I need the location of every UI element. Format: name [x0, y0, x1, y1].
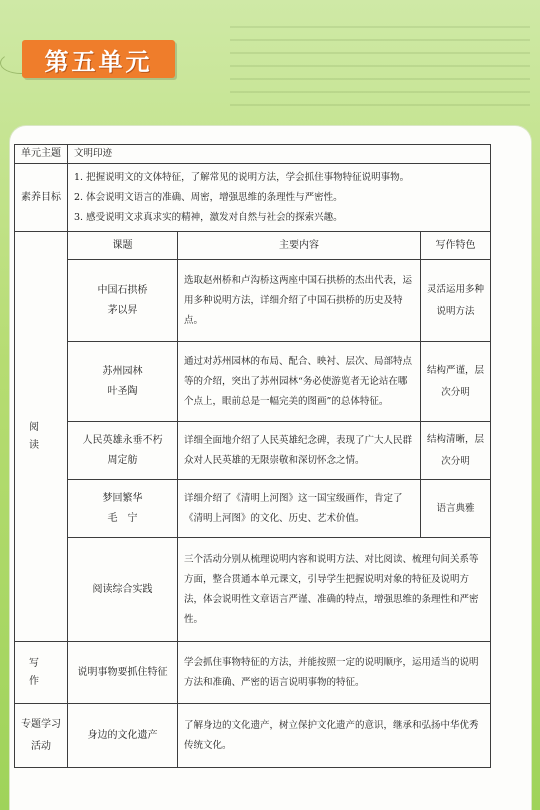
header-lesson: 课题: [68, 232, 178, 260]
lesson-row: [15, 342, 491, 422]
lesson-title: 苏州园林: [102, 365, 143, 377]
unit-title: 第五单元: [44, 47, 153, 76]
goal-item: 3. 感受说明文求真求实的精神，激发对自然与社会的探索兴趣。: [74, 211, 343, 223]
goal-item: 1. 把握说明文的文体特征，了解常见的说明方法，学会抓住事物特征说明事物。: [74, 171, 410, 183]
lesson-row: [15, 422, 491, 480]
lesson-content: 详细介绍了《清明上河图》这一国宝级画作，肯定了《清明上河图》的文化、历史、艺术价值。: [178, 480, 421, 538]
theme-label: 单元主题: [15, 145, 68, 164]
reading-header-row: [15, 232, 491, 260]
lesson-author: 周定舫: [107, 454, 138, 466]
lesson-feature: 灵活运用多种说明方法: [421, 260, 491, 342]
lesson-row: [15, 480, 491, 538]
header-feature: 写作特色: [421, 232, 491, 260]
theme-row: [15, 145, 491, 164]
header-content: 主要内容: [178, 232, 421, 260]
practice-content: 三个活动分别从梳理说明内容和说明方法、对比阅读、梳理句间关系等方面，整合贯通本单元课文，引导学生把握说明对象的特征及说明方法，体会说明性文章语言严谨、准确的特点，增强思维的条理性和严密性。: [178, 538, 491, 642]
goals-row: [15, 164, 491, 232]
lesson-feature: 结构清晰，层次分明: [421, 422, 491, 480]
lesson-content: 详细全面地介绍了人民英雄纪念碑，表现了广大人民群众对人民英雄的无限崇敬和深切怀念之情。: [178, 422, 421, 480]
lesson-content: 选取赵州桥和卢沟桥这两座中国石拱桥的杰出代表，运用多种说明方法，详细介绍了中国石拱桥的历史及特点。: [178, 260, 421, 342]
practice-title: 阅读综合实践: [68, 538, 178, 642]
writing-row: [15, 642, 491, 704]
lesson-author: 茅以昇: [107, 304, 138, 316]
lesson-title: 中国石拱桥: [97, 284, 148, 296]
activity-title: 身边的文化遗产: [68, 704, 178, 768]
lesson-author: 毛 宁: [107, 512, 138, 524]
theme-value: 文明印迹: [68, 145, 491, 164]
lesson-row: [15, 260, 491, 342]
lesson-feature: 结构严谨，层次分明: [421, 342, 491, 422]
unit-title-badge: [22, 40, 175, 78]
writing-label: 写 作: [15, 642, 68, 704]
activity-label: 活动: [31, 740, 51, 752]
lesson-feature: 语言典雅: [421, 480, 491, 538]
lesson-content: 通过对苏州园林的布局、配合、映衬、层次、局部特点等的介绍，突出了苏州园林“务必使游览者无论站在哪个点上，眼前总是一幅完美的图画”的总体特征。: [178, 342, 421, 422]
writing-title: 说明事物要抓住特征: [68, 642, 178, 704]
goal-item: 2. 体会说明文语言的准确、周密，增强思维的条理性与严密性。: [74, 191, 343, 203]
lesson-title: 梦回繁华: [102, 492, 143, 504]
writing-content: 学会抓住事物特征的方法，并能按照一定的说明顺序，运用适当的说明方法和准确、严密的语言说明事物的特征。: [178, 642, 491, 704]
activity-content: 了解身边的文化遗产，树立保护文化遗产的意识，继承和弘扬中华优秀传统文化。: [178, 704, 491, 768]
lesson-author: 叶圣陶: [107, 385, 138, 397]
activity-label: 专题学习: [21, 718, 61, 730]
bleed-through-texture: [230, 26, 530, 112]
practice-row: [15, 538, 491, 642]
goals-label: 素养目标: [15, 164, 68, 232]
reading-label: 阅 读: [15, 232, 68, 642]
lesson-title: 人民英雄永垂不朽: [82, 434, 163, 446]
activity-row: [15, 704, 491, 768]
unit-overview-table: [14, 144, 491, 768]
